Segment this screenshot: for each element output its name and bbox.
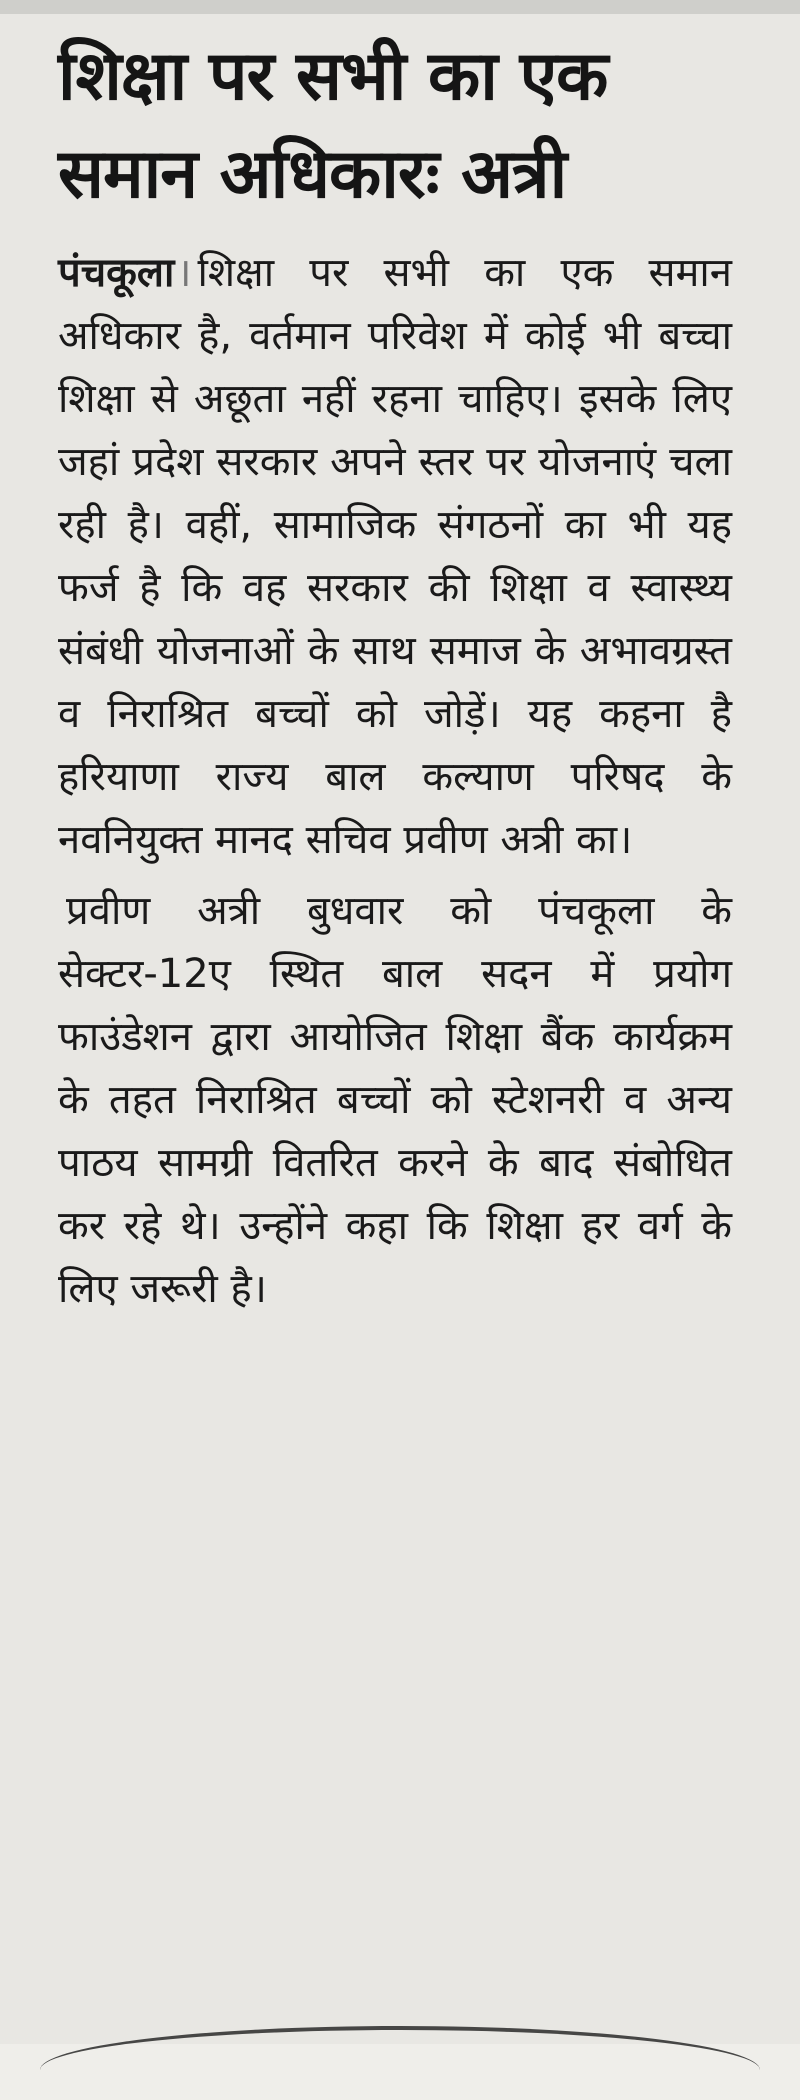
newspaper-clipping (0, 14, 800, 2044)
headline-line-2: समान अधिकारः अत्री (58, 135, 567, 214)
headline-line-1: शिक्षा पर सभी का एक (58, 37, 608, 116)
dateline-separator: । (176, 250, 192, 296)
dateline: पंचकूला (58, 250, 175, 296)
article-headline (58, 28, 732, 224)
paragraph-1 (58, 242, 732, 872)
article-body (58, 242, 732, 1321)
top-edge (0, 0, 800, 14)
bottom-edge (0, 2044, 800, 2100)
paragraph-1-text: शिक्षा पर सभी का एक समान अधिकार है, वर्तमान परिवेश में कोई भी बच्चा शिक्षा से अछूता नहीं रहना चाहिए। इसके लिए जहां प्रदेश सरकार अपने स्तर पर योजनाएं चला रही है। वहीं, सामाजिक संगठनों का भी यह फर्ज है कि वह सरकार की शिक्षा व स्वास्थ्य संबंधी योजनाओं के साथ समाज के अभावग्रस्त व निराश्रित बच्चों को जोड़ें। यह कहना है हरियाणा राज्य बाल कल्याण परिषद के नवनियुक्त मानद सचिव प्रवीण अत्री का। (58, 250, 732, 863)
paragraph-2: प्रवीण अत्री बुधवार को पंचकूला के सेक्टर-12ए स्थित बाल सदन में प्रयोग फाउंडेशन द्वारा आयोजित शिक्षा बैंक कार्यक्रम के तहत निराश्रित बच्चों को स्टेशनरी व अन्य पाठय सामग्री वितरित करने के बाद संबोधित कर रहे थे। उन्होंने कहा कि शिक्षा हर वर्ग के लिए जरूरी है। (58, 888, 732, 1312)
